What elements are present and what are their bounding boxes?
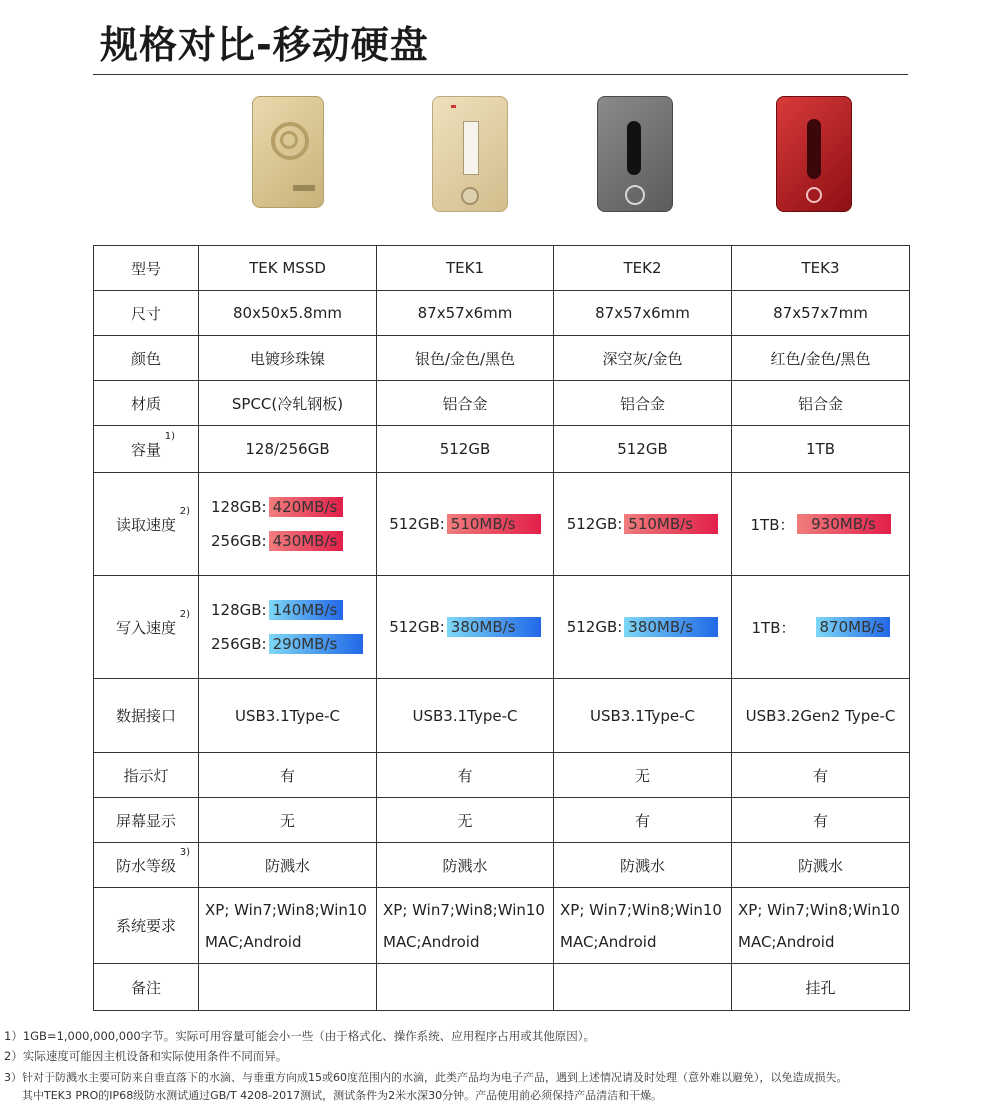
speed-entry: [199, 497, 376, 517]
cell-color: 深空灰/金色: [554, 336, 732, 381]
table-row-model: [94, 246, 910, 291]
cell-waterproof: 防溅水: [199, 843, 377, 888]
cell-remark: [199, 964, 377, 1011]
row-label-remark: 备注: [94, 964, 199, 1011]
speed-bar-blue: 380MB/s: [447, 617, 541, 637]
table-row-size: [94, 291, 910, 336]
system-line: XP; Win7;Win8;Win10: [383, 900, 545, 919]
write-label: 写入速度: [115, 618, 176, 637]
speed-capacity: 512GB:: [389, 515, 445, 533]
capacity-label-wrap: [130, 430, 175, 460]
table-row-remark: [94, 964, 910, 1011]
read-label: 读取速度: [115, 515, 176, 534]
cell-screen: 无: [377, 798, 554, 843]
cell-read: [377, 473, 554, 576]
screen-slot: [807, 119, 821, 179]
table-row-screen: [94, 798, 910, 843]
cell-color: 红色/金色/黑色: [732, 336, 910, 381]
system-line: MAC;Android: [738, 932, 835, 951]
speed-capacity: 1TB：: [750, 515, 795, 534]
speed-entry: [732, 514, 909, 535]
cell-system: [554, 888, 732, 964]
table-row-system: [94, 888, 910, 964]
cell-screen: 无: [199, 798, 377, 843]
cell-waterproof: 防溅水: [554, 843, 732, 888]
system-line: MAC;Android: [383, 932, 480, 951]
cell-write: [554, 576, 732, 679]
product-image-tek-mssd: [252, 96, 324, 208]
fingerprint-icon: [625, 185, 645, 205]
cell-model: TEK2: [554, 246, 732, 291]
cell-waterproof: 防溅水: [377, 843, 554, 888]
product-label: [463, 121, 479, 175]
table-row-interface: [94, 679, 910, 753]
cell-color: 银色/金色/黑色: [377, 336, 554, 381]
system-line: XP; Win7;Win8;Win10: [560, 900, 722, 919]
logo-inner-icon: [280, 131, 298, 149]
page-title: 规格对比-移动硬盘: [100, 23, 429, 67]
speed-capacity: 128GB:: [211, 498, 267, 516]
speed-entry: [377, 617, 553, 637]
table-row-indicator: [94, 753, 910, 798]
speed-bar-red: 930MB/s: [797, 514, 891, 534]
cell-material: 铝合金: [377, 381, 554, 426]
spec-table: [93, 245, 910, 1011]
speed-capacity: 128GB:: [211, 601, 267, 619]
row-label-interface: 数据接口: [94, 679, 199, 753]
table-row-color: [94, 336, 910, 381]
cell-remark: 挂孔: [732, 964, 910, 1011]
title-divider: [93, 74, 908, 75]
table-row-capacity: [94, 426, 910, 473]
cell-indicator: 无: [554, 753, 732, 798]
product-images: [0, 90, 990, 220]
cell-system: [199, 888, 377, 964]
fingerprint-icon: [461, 187, 479, 205]
speed-capacity: 1TB：: [751, 618, 796, 637]
footnote-marker: 2): [179, 608, 190, 620]
row-label-screen: 屏幕显示: [94, 798, 199, 843]
cell-waterproof: 防溅水: [732, 843, 910, 888]
speed-bar-red: 510MB/s: [447, 514, 541, 534]
row-label-color: 颜色: [94, 336, 199, 381]
cell-material: 铝合金: [554, 381, 732, 426]
cell-capacity: 512GB: [377, 426, 554, 473]
product-image-tek3: [776, 96, 852, 212]
cell-size: 87x57x7mm: [732, 291, 910, 336]
row-label-model: 型号: [94, 246, 199, 291]
row-label-size: 尺寸: [94, 291, 199, 336]
product-image-tek2: [597, 96, 673, 212]
cell-read: [554, 473, 732, 576]
speed-capacity: 512GB:: [389, 618, 445, 636]
cell-material: SPCC(冷轧钢板): [199, 381, 377, 426]
footnote-marker: 1): [164, 430, 175, 442]
table-row-read-speed: [94, 473, 910, 576]
product-image-tek1: [432, 96, 508, 212]
waterproof-label-wrap: [115, 846, 190, 876]
speed-entry: [199, 600, 376, 620]
cell-model: TEK1: [377, 246, 554, 291]
speed-bar-blue: 380MB/s: [624, 617, 718, 637]
speed-bar-blue: 140MB/s: [269, 600, 343, 620]
cell-read: [199, 473, 377, 576]
cell-write: [199, 576, 377, 679]
capacity-label: 容量: [130, 440, 161, 459]
speed-entry: [377, 514, 553, 534]
cell-remark: [554, 964, 732, 1011]
speed-bar-blue: 290MB/s: [269, 634, 363, 654]
write-label-wrap: [115, 608, 190, 638]
speed-bar-red: 420MB/s: [269, 497, 343, 517]
cell-size: 87x57x6mm: [377, 291, 554, 336]
cell-indicator: 有: [732, 753, 910, 798]
cell-interface: USB3.1Type-C: [377, 679, 554, 753]
footnote-1: 1）1GB=1,000,000,000字节。实际可用容量可能会小一些（由于格式化、操作系统、应用程序占用或其他原因）。: [4, 1029, 595, 1043]
speed-bar-red: 510MB/s: [624, 514, 718, 534]
cell-write: [732, 576, 910, 679]
speed-bar-red: 430MB/s: [269, 531, 343, 551]
speed-capacity: 512GB:: [566, 515, 623, 533]
row-label-waterproof: [94, 843, 199, 888]
speed-capacity: 256GB:: [211, 532, 267, 550]
footnote-3-cont: 其中TEK3 PRO的IP68级防水测试通过GB/T 4208-2017测试，测试条件为2米水深30分钟。产品使用前必须保持产品清洁和干燥。: [22, 1089, 663, 1102]
row-label-capacity: [94, 426, 199, 473]
speed-entry: [199, 531, 376, 551]
speed-entry: [554, 514, 731, 534]
row-label-write: [94, 576, 199, 679]
table-row-write-speed: [94, 576, 910, 679]
speed-entry: [199, 634, 376, 654]
cell-capacity: 512GB: [554, 426, 732, 473]
cell-read: [732, 473, 910, 576]
speed-capacity: 512GB:: [566, 618, 623, 636]
cell-screen: 有: [554, 798, 732, 843]
screen-slot: [627, 121, 641, 175]
row-label-read: [94, 473, 199, 576]
cell-size: 80x50x5.8mm: [199, 291, 377, 336]
brand-tag: [293, 185, 315, 191]
row-label-indicator: 指示灯: [94, 753, 199, 798]
speed-capacity: 256GB:: [211, 635, 267, 653]
footnote-marker: 3): [179, 846, 190, 858]
cell-interface: USB3.2Gen2 Type-C: [732, 679, 910, 753]
footnote-marker: 2): [179, 505, 190, 517]
table-row-waterproof: [94, 843, 910, 888]
waterproof-label: 防水等级: [115, 856, 176, 875]
cell-interface: USB3.1Type-C: [199, 679, 377, 753]
read-label-wrap: [115, 505, 190, 535]
row-label-system: 系统要求: [94, 888, 199, 964]
indicator-led-icon: [451, 105, 456, 108]
cell-color: 电镀珍珠镍: [199, 336, 377, 381]
cell-screen: 有: [732, 798, 910, 843]
table-row-material: [94, 381, 910, 426]
system-line: MAC;Android: [205, 932, 302, 951]
footnote-2: 2）实际速度可能因主机设备和实际使用条件不同而异。: [4, 1049, 288, 1063]
speed-entry: [554, 617, 731, 637]
cell-capacity: 1TB: [732, 426, 910, 473]
cell-capacity: 128/256GB: [199, 426, 377, 473]
speed-bar-blue: 870MB/s: [816, 617, 890, 637]
cell-indicator: 有: [199, 753, 377, 798]
cell-interface: USB3.1Type-C: [554, 679, 732, 753]
cell-system: [377, 888, 554, 964]
system-line: XP; Win7;Win8;Win10: [738, 900, 900, 919]
cell-remark: [377, 964, 554, 1011]
row-label-material: 材质: [94, 381, 199, 426]
cell-write: [377, 576, 554, 679]
system-line: XP; Win7;Win8;Win10: [205, 900, 367, 919]
cell-size: 87x57x6mm: [554, 291, 732, 336]
cell-indicator: 有: [377, 753, 554, 798]
cell-system: [732, 888, 910, 964]
cell-model: TEK MSSD: [199, 246, 377, 291]
cell-material: 铝合金: [732, 381, 910, 426]
speed-entry: [732, 617, 909, 638]
cell-model: TEK3: [732, 246, 910, 291]
system-line: MAC;Android: [560, 932, 657, 951]
footnote-3: 3）针对于防溅水主要可防来自垂直落下的水滴、与垂重方向成15或60度范围内的水滴，此类产品均为电子产品，遇到上述情况请及时处理（意外难以避免），以免造成损失。: [4, 1071, 848, 1084]
fingerprint-icon: [806, 187, 822, 203]
